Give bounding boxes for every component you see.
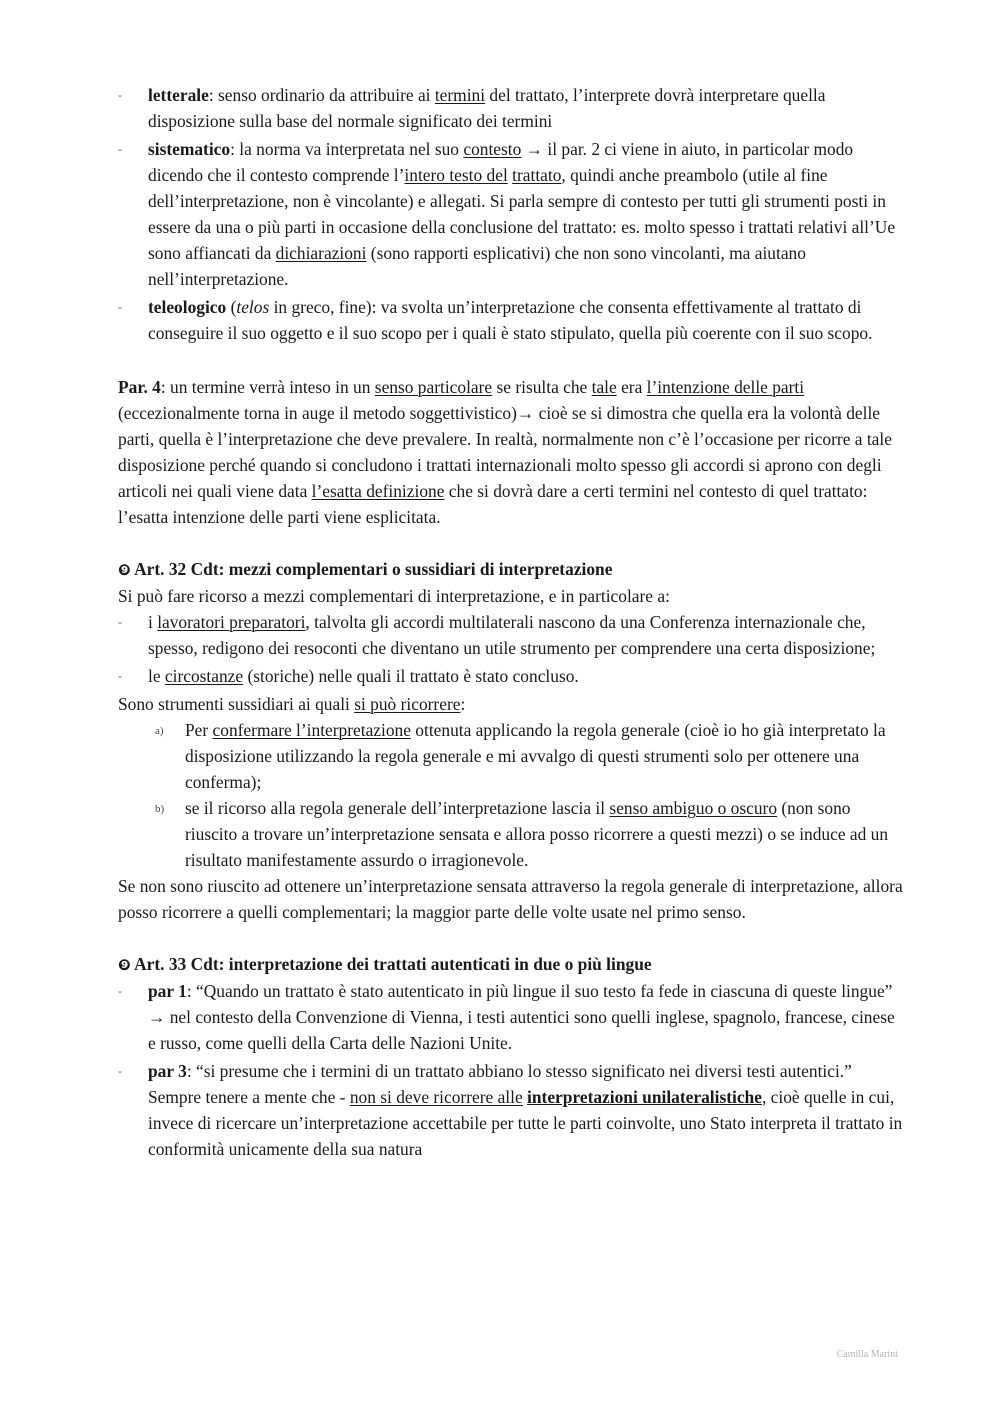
list-item (118, 1058, 906, 1162)
list-dash: - (118, 669, 122, 683)
text-run: par 3 (148, 1061, 187, 1081)
spacer (118, 348, 906, 374)
text-run: dichiarazioni (275, 243, 367, 263)
text-run: par 1 (148, 981, 187, 1001)
paragraph-art32-intro: Si può fare ricorso a mezzi complementari di interpretazione, e in particolare a: (118, 586, 670, 606)
text-run: si può ricorrere (354, 694, 461, 714)
list-item-text: par 3: “si presume che i termini di un trattato abbiano lo stesso significato nei diversi testi autentici.” Sempre tenere a mente che - non si deve ricorrere alle interpretazioni unilateralistiche, cioè quelle in cui, invece di ricercare un’interpretazione accettabile per tutte le parti coinvolte, uno Stato interpreta il trattato in conformità unicamente della sua natura (148, 1061, 903, 1159)
text-run: intero testo del (404, 165, 508, 185)
text-run: confermare l’interpretazione (212, 720, 411, 740)
page-content (118, 82, 906, 1164)
text-run: telos (236, 297, 270, 317)
list-item (118, 82, 906, 134)
sub-list-item (118, 795, 906, 873)
list-item (118, 294, 906, 346)
list-dash: - (118, 615, 122, 629)
text-run: l’intenzione delle parti (646, 377, 805, 397)
sub-list-marker: a) (155, 725, 164, 737)
list-item (118, 609, 906, 661)
text-run: l’esatta definizione (311, 481, 445, 501)
text-run: non si deve ricorrere alle (349, 1087, 523, 1107)
spacer (118, 530, 906, 556)
text-run: Par. 4 (118, 377, 161, 397)
list-item (118, 978, 906, 1056)
list-item-text: le circostanze (storiche) nelle quali il trattato è stato concluso. (148, 666, 579, 686)
text-run: circostanze (164, 666, 244, 686)
text-run: trattato (512, 165, 562, 185)
text-run: interpretazioni unilateralistiche (527, 1087, 762, 1107)
sub-list-marker: b) (155, 803, 165, 815)
text-run: sistematico (148, 139, 231, 159)
text-run: senso ambiguo o oscuro (609, 798, 778, 818)
criteria-list (118, 82, 906, 346)
list-dash: - (118, 300, 122, 314)
text-run: lavoratori preparatori (157, 612, 306, 632)
list-item-text: par 1: “Quando un trattato è stato autenticato in più lingue il suo testo fa fede in ciascuna di queste lingue” → nel contesto della Convenzione di Vienna, i testi autentici sono quelli inglese, spagnolo, francese, cinese e russo, come quelli della Carta delle Nazioni Unite. (148, 981, 895, 1053)
paragraph-par4: Par. 4: un termine verrà inteso in un senso particolare se risulta che tale era l’intenzione delle parti (eccezionalmente torna in auge il metodo soggettivistico)→ cioè se si dimostra che quella era la volontà delle parti, quella è l’interpretazione che deve prevalere. In realtà, normalmente non c’è l’occasione per ricorre a tale disposizione perché quando si concludono i trattati internazionali molto spesso gli accordi si aprono con degli articoli nei quali viene data l’esatta definizione che si dovrà dare a certi termini nel contesto di quel trattato: l’esatta intenzione delle parti viene esplicitata. (118, 377, 892, 527)
heading-bullet: ❾ (118, 956, 131, 974)
heading-label: Art. 33 Cdt (134, 954, 219, 974)
list-item (118, 136, 906, 292)
heading-bullet: ❾ (118, 561, 131, 579)
section-heading-art32 (118, 556, 906, 583)
list-dash: - (118, 984, 122, 998)
list-dash: - (118, 142, 122, 156)
text-run: tale (591, 377, 617, 397)
sub-list-item (118, 717, 906, 795)
list-item (118, 663, 906, 689)
list-item-text: sistematico: la norma va interpretata nel suo contesto → il par. 2 ci viene in aiuto, in particolar modo dicendo che il contesto comprende l’intero testo del trattato, quindi anche preambolo (utile al fine dell’interpretazione, non è vincolante) e allegati. Si parla sempre di contesto per tutti gli strumenti posti in essere da una o più parti in occasione della conclusione del trattato: es. molto spesso i trattati relativi all’Ue sono affiancati da dichiarazioni (sono rapporti esplicativi) che non sono vincolanti, ma aiutano nell’interpretazione. (148, 139, 896, 289)
heading-label: Art. 32 Cdt (134, 559, 219, 579)
list-dash: - (118, 1064, 122, 1078)
spacer (118, 925, 906, 951)
list-item-text: letterale: senso ordinario da attribuire ai termini del trattato, l’interprete dovrà interpretare quella disposizione sulla base del normale significato dei termini (148, 85, 826, 131)
heading-title: : interpretazione dei trattati autenticati in due o più lingue (218, 954, 652, 974)
text-run: contesto (463, 139, 522, 159)
list-dash: - (118, 88, 122, 102)
text-run: termini (434, 85, 486, 105)
list-item-text: i lavoratori preparatori, talvolta gli accordi multilaterali nascono da una Conferenza internazionale che, spesso, redigono dei resoconti che diventano un utile strumento per comprendere una certa disposizione; (148, 612, 876, 658)
text-run: senso particolare (374, 377, 493, 397)
paragraph-art32-strumenti: Sono strumenti sussidiari ai quali si può ricorrere: (118, 694, 466, 714)
sub-list-text: se il ricorso alla regola generale dell’interpretazione lascia il senso ambiguo o oscuro (non sono riuscito a trovare un’interpretazione sensata e allora posso ricorrere a questi mezzi) o se induce ad un risultato manifestamente assurdo o irragionevole. (185, 798, 889, 870)
section-heading-art33 (118, 951, 906, 978)
footer-author: Camilla Marini (836, 1349, 898, 1360)
paragraph-art32-end: Se non sono riuscito ad ottenere un’interpretazione sensata attraverso la regola generale di interpretazione, allora posso ricorrere a quelli complementari; la maggior parte delle volte usate nel primo senso. (118, 876, 903, 922)
heading-title: : mezzi complementari o sussidiari di interpretazione (218, 559, 613, 579)
text-run: letterale (148, 85, 209, 105)
sub-list-text: Per confermare l’interpretazione ottenuta applicando la regola generale (cioè io ho già interpretato la disposizione utilizzando la regola generale e mi avvalgo di questi strumenti solo per ottenere una conferma); (185, 720, 886, 792)
text-run: teleologico (148, 297, 227, 317)
list-item-text: teleologico (telos in greco, fine): va svolta un’interpretazione che consenta effettivamente al trattato di conseguire il suo oggetto e il suo scopo per i quali è stato stipulato, quella più coerente con il suo scopo. (148, 297, 873, 343)
